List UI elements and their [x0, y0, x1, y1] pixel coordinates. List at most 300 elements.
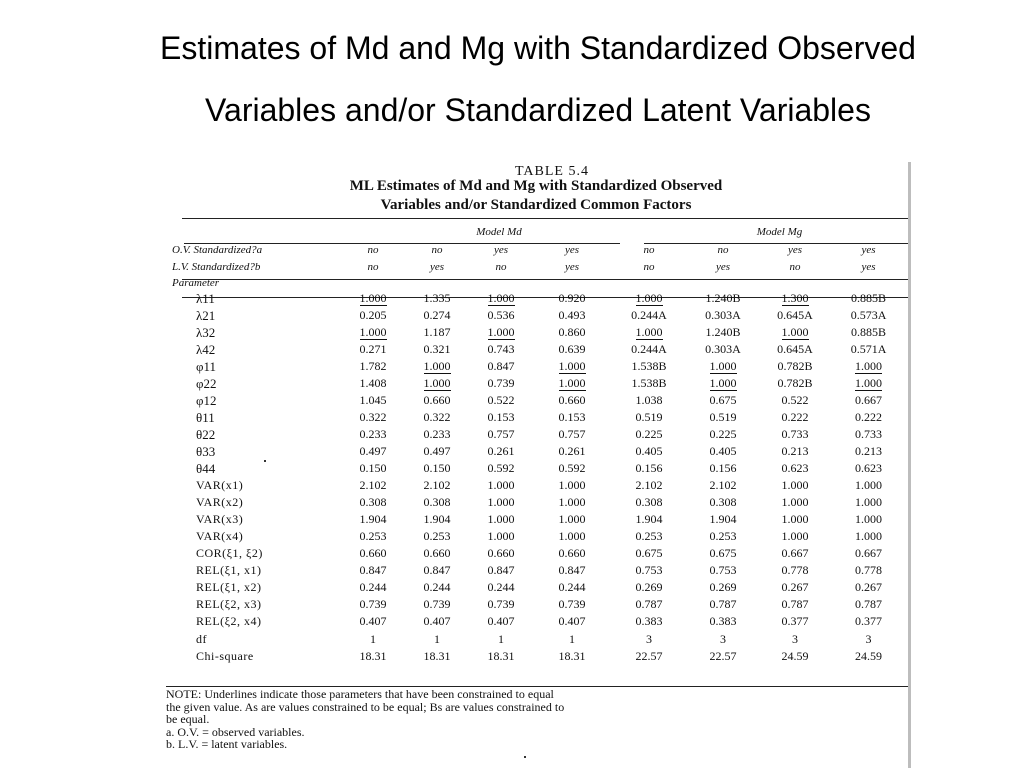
table-cell	[760, 630, 830, 648]
table-row	[172, 613, 907, 630]
parameter-name: φ11	[196, 359, 217, 374]
table-cell	[404, 511, 470, 528]
table-row	[172, 494, 907, 511]
table-cell	[342, 579, 404, 596]
table-cell	[342, 545, 404, 562]
cell-value: 0.847	[558, 563, 586, 577]
cell-value: 1.000	[359, 291, 387, 305]
table-cell: yes	[429, 261, 445, 273]
cell-value: 0.383	[635, 614, 663, 628]
cell-value: 1.000	[781, 529, 809, 543]
table-row	[172, 511, 907, 528]
table-cell	[830, 443, 907, 460]
cell-value: 1.000	[855, 478, 883, 492]
cell-value: 1.187	[423, 325, 451, 339]
table-cell	[342, 613, 404, 630]
cell-value: 1.000	[487, 529, 515, 543]
parameter-name: λ32	[196, 325, 216, 340]
cell-value: 0.407	[487, 614, 515, 628]
cell-value: 1.538B	[631, 359, 667, 373]
table-cell: no	[643, 261, 655, 273]
cell-value: 0.782B	[777, 359, 813, 373]
cell-value: 1.904	[423, 512, 451, 526]
table-cell	[470, 648, 532, 665]
cell-value: 1.000	[558, 512, 586, 526]
cell-value: 0.885B	[851, 325, 887, 339]
cell-value: 0.522	[781, 393, 809, 407]
table-cell	[830, 290, 907, 307]
table-cell: yes	[564, 244, 580, 256]
table-row	[172, 409, 907, 426]
table-cell	[686, 460, 760, 477]
table-cell	[830, 562, 907, 579]
table-row	[172, 596, 907, 613]
cell-value: 0.787	[855, 597, 883, 611]
table-cell	[830, 358, 907, 375]
table-cell	[404, 528, 470, 545]
table-cell	[342, 324, 404, 341]
cell-value: 1.904	[359, 512, 387, 526]
cell-value: 1.000	[487, 478, 515, 492]
cell-value: 0.519	[635, 410, 663, 424]
cell-value: 1.000	[487, 291, 515, 305]
cell-value: 0.274	[423, 308, 451, 322]
table-cell	[612, 324, 686, 341]
table-cell	[612, 290, 686, 307]
table-cell	[760, 596, 830, 613]
table-cell	[470, 341, 532, 358]
parameter-name: df	[196, 631, 207, 646]
cell-value: 0.271	[359, 342, 387, 356]
cell-value: 0.733	[781, 427, 809, 441]
cell-value: 0.377	[781, 614, 809, 628]
cell-value: 0.308	[709, 495, 737, 509]
table-cell: yes	[861, 244, 876, 256]
table-cell	[470, 443, 532, 460]
table-cell	[830, 341, 907, 358]
cell-value: 0.787	[781, 597, 809, 611]
table-cell	[686, 290, 760, 307]
table-cell	[760, 324, 830, 341]
cell-value: 0.733	[855, 427, 883, 441]
table-cell	[760, 341, 830, 358]
slide-title-line-2: Variables and/or Standardized Latent Variables	[205, 92, 871, 128]
table-cell	[612, 562, 686, 579]
table-caption-line-1: ML Estimates of Md and Mg with Standardized Observed	[349, 178, 723, 194]
chi-square-row	[172, 648, 907, 665]
table-cell	[830, 528, 907, 545]
cell-value: 0.623	[781, 461, 809, 475]
cell-value: 1.000	[487, 495, 515, 509]
table-cell	[830, 511, 907, 528]
cell-value: 0.407	[558, 614, 586, 628]
note-line: the given value. As are values constrained to be equal; Bs are values constrained to	[166, 699, 565, 714]
table-row	[172, 341, 907, 358]
cell-value: 0.592	[558, 461, 586, 475]
cell-value: 0.739	[487, 376, 515, 390]
table-cell	[470, 477, 532, 494]
scan-speck	[524, 756, 526, 758]
table-cell	[532, 290, 612, 307]
table-cell	[686, 528, 760, 545]
table-cell	[612, 477, 686, 494]
table-cell	[612, 460, 686, 477]
table-cell	[342, 409, 404, 426]
table-cell	[830, 426, 907, 443]
cell-value: 0.253	[423, 529, 451, 543]
cell-value: 22.57	[635, 649, 663, 663]
parameter-name: θ44	[196, 461, 216, 476]
table-row	[172, 562, 907, 579]
cell-value: 0.623	[855, 461, 883, 475]
table-cell	[342, 392, 404, 409]
cell-value: 0.739	[359, 597, 387, 611]
table-cell	[470, 375, 532, 392]
cell-value: 1.000	[635, 291, 663, 305]
cell-value: 0.308	[359, 495, 387, 509]
cell-value: 0.847	[423, 563, 451, 577]
cell-value: 1.000	[558, 359, 586, 373]
table-cell	[830, 613, 907, 630]
parameter-name: REL(ξ1, x2)	[196, 580, 262, 594]
table-cell	[404, 613, 470, 630]
cell-value: 1.300	[781, 291, 809, 305]
cell-value: 0.153	[558, 410, 586, 424]
table-cell	[830, 630, 907, 648]
table-cell: no	[717, 244, 729, 256]
table-cell	[830, 579, 907, 596]
note-rule	[166, 686, 908, 687]
table-caption-line-2: Variables and/or Standardized Common Factors	[380, 197, 692, 213]
cell-value: 1.000	[855, 359, 883, 373]
table-cell	[612, 358, 686, 375]
table-cell	[612, 392, 686, 409]
cell-value: 0.660	[423, 546, 451, 560]
parameter-name: REL(ξ1, x1)	[196, 563, 262, 577]
cell-value: 0.885B	[851, 291, 887, 305]
table-cell	[830, 409, 907, 426]
table-row	[172, 477, 907, 494]
table-cell	[612, 579, 686, 596]
table-cell	[760, 648, 830, 665]
table-cell	[760, 375, 830, 392]
table-cell	[404, 596, 470, 613]
table-cell	[686, 630, 760, 648]
table-cell	[760, 562, 830, 579]
table-cell	[686, 324, 760, 341]
cell-value: 1.000	[423, 376, 451, 390]
table-cell	[760, 613, 830, 630]
table-cell	[760, 579, 830, 596]
cell-value: 0.156	[709, 461, 737, 475]
table-cell	[760, 494, 830, 511]
cell-value: 0.222	[855, 410, 883, 424]
table-cell	[532, 460, 612, 477]
cell-value: 0.156	[635, 461, 663, 475]
table-row	[172, 290, 907, 307]
table-cell	[612, 630, 686, 648]
table-row	[172, 545, 907, 562]
cell-value: 0.407	[359, 614, 387, 628]
cell-value: 0.787	[709, 597, 737, 611]
table-cell	[686, 494, 760, 511]
table-cell: no	[495, 261, 507, 273]
table-cell	[404, 324, 470, 341]
table-cell	[470, 562, 532, 579]
table-cell: yes	[787, 244, 803, 256]
table-cell	[342, 511, 404, 528]
cell-value: 1.904	[709, 512, 737, 526]
table-cell	[830, 545, 907, 562]
cell-value: 2.102	[423, 478, 451, 492]
table-cell	[760, 443, 830, 460]
cell-value: 1.038	[635, 393, 663, 407]
table-cell: no	[367, 261, 379, 273]
table-row	[172, 324, 907, 341]
table-cell	[612, 426, 686, 443]
parameter-name: θ33	[196, 444, 216, 459]
table-cell	[470, 528, 532, 545]
cell-value: 0.308	[635, 495, 663, 509]
cell-value: 0.205	[359, 308, 387, 322]
cell-value: 0.383	[709, 614, 737, 628]
cell-value: 0.753	[635, 563, 663, 577]
cell-value: 24.59	[781, 649, 809, 663]
table-cell	[830, 307, 907, 324]
table-cell	[830, 324, 907, 341]
table-cell	[404, 375, 470, 392]
cell-value: 1.904	[635, 512, 663, 526]
parameter-name: θ22	[196, 427, 216, 442]
table-cell: yes	[493, 244, 509, 256]
cell-value: 0.847	[487, 359, 515, 373]
cell-value: 1.000	[558, 495, 586, 509]
table-cell	[830, 648, 907, 665]
table-cell	[532, 443, 612, 460]
cell-value: 2.102	[359, 478, 387, 492]
table-cell	[686, 409, 760, 426]
table-cell	[532, 511, 612, 528]
parameter-name: REL(ξ2, x3)	[196, 597, 262, 611]
cell-value: 0.261	[558, 444, 586, 458]
table-cell	[760, 409, 830, 426]
table-cell	[686, 477, 760, 494]
cell-value: 0.739	[558, 597, 586, 611]
cell-value: 0.660	[558, 546, 586, 560]
table-cell	[612, 545, 686, 562]
table-cell	[532, 528, 612, 545]
table-cell	[686, 596, 760, 613]
table-cell	[342, 375, 404, 392]
cell-value: 18.31	[487, 649, 515, 663]
table-cell	[760, 358, 830, 375]
table-cell	[612, 443, 686, 460]
cell-value: 0.536	[487, 308, 515, 322]
table-cell	[532, 545, 612, 562]
table-cell	[760, 392, 830, 409]
table-row	[172, 426, 907, 443]
cell-value: 0.405	[635, 444, 663, 458]
parameter-name: λ11	[196, 291, 215, 306]
table-cell	[342, 494, 404, 511]
cell-value: 0.269	[635, 580, 663, 594]
parameter-name: VAR(x1)	[196, 478, 244, 492]
table-cell	[686, 392, 760, 409]
table-cell	[470, 596, 532, 613]
table-cell	[532, 358, 612, 375]
cell-value: 1.000	[558, 478, 586, 492]
parameter-name: λ21	[196, 308, 216, 323]
cell-value: 3	[792, 631, 799, 646]
table-row	[172, 460, 907, 477]
slide-title-line-1: Estimates of Md and Mg with Standardized Observed	[160, 30, 916, 66]
table-cell	[612, 596, 686, 613]
table-cell	[470, 324, 532, 341]
cell-value: 0.322	[359, 410, 387, 424]
table-cell	[830, 375, 907, 392]
table-number: TABLE 5.4	[515, 164, 589, 179]
cell-value: 0.571A	[850, 342, 887, 356]
cell-value: 0.667	[855, 546, 883, 560]
parameter-name: REL(ξ2, x4)	[196, 614, 262, 628]
cell-value: 1.000	[855, 495, 883, 509]
table-row	[172, 579, 907, 596]
cell-value: 0.675	[709, 546, 737, 560]
cell-value: 0.778	[781, 563, 809, 577]
parameter-name: φ12	[196, 393, 217, 408]
cell-value: 0.303A	[705, 342, 741, 356]
table-cell	[612, 648, 686, 665]
cell-value: 0.150	[423, 461, 451, 475]
table-cell	[342, 460, 404, 477]
cell-value: 0.497	[423, 444, 451, 458]
table-cell	[404, 443, 470, 460]
table-cell	[686, 358, 760, 375]
lv-standardized-label: L.V. Standardized?b	[172, 261, 261, 273]
model-mg-header: Model Mg	[756, 225, 803, 238]
table-cell: no	[789, 261, 801, 273]
table-cell	[342, 477, 404, 494]
cell-value: 0.253	[709, 529, 737, 543]
table-cell	[612, 494, 686, 511]
table-cell	[612, 341, 686, 358]
cell-value: 0.269	[709, 580, 737, 594]
cell-value: 22.57	[709, 649, 737, 663]
cell-value: 0.407	[423, 614, 451, 628]
table-cell	[686, 511, 760, 528]
parameter-header-row	[172, 276, 907, 290]
cell-value: 3	[865, 631, 872, 646]
scanned-table-image	[160, 160, 912, 768]
table-cell: no	[431, 244, 443, 256]
cell-value: 0.645A	[777, 308, 813, 322]
cell-value: 1.408	[359, 376, 387, 390]
table-cell	[686, 545, 760, 562]
cell-value: 3	[646, 631, 653, 646]
cell-value: 0.244	[359, 580, 387, 594]
table-cell	[342, 358, 404, 375]
caption-rule	[182, 218, 908, 219]
cell-value: 0.639	[558, 342, 586, 356]
table-cell	[404, 392, 470, 409]
cell-value: 1.000	[487, 325, 515, 339]
table-cell	[404, 426, 470, 443]
table-cell	[342, 290, 404, 307]
table-cell	[532, 307, 612, 324]
table-cell	[404, 579, 470, 596]
cell-value: 0.675	[709, 393, 737, 407]
table-row	[172, 443, 907, 460]
table-cell	[532, 562, 612, 579]
model-md-header: Model Md	[476, 225, 522, 238]
cell-value: 0.303A	[705, 308, 741, 322]
table-cell	[470, 290, 532, 307]
cell-value: 0.920	[558, 291, 586, 305]
table-cell	[532, 648, 612, 665]
cell-value: 1.000	[423, 359, 451, 373]
cell-value: 1.045	[359, 393, 387, 407]
cell-value: 0.645A	[777, 342, 813, 356]
table-row	[172, 528, 907, 545]
table-cell	[532, 409, 612, 426]
ov-standardized-label: O.V. Standardized?a	[172, 244, 263, 256]
cell-value: 0.757	[558, 427, 586, 441]
table-cell: no	[643, 244, 655, 256]
cell-value: 0.660	[558, 393, 586, 407]
parameter-name: VAR(x3)	[196, 512, 244, 526]
cell-value: 0.253	[359, 529, 387, 543]
table-cell	[404, 341, 470, 358]
cell-value: 0.782B	[777, 376, 813, 390]
table-cell	[686, 426, 760, 443]
cell-value: 18.31	[359, 649, 387, 663]
cell-value: 1.000	[709, 359, 737, 373]
table-cell	[830, 477, 907, 494]
table-cell	[760, 545, 830, 562]
cell-value: 0.860	[558, 325, 586, 339]
cell-value: 1.000	[781, 325, 809, 339]
cell-value: 0.308	[423, 495, 451, 509]
cell-value: 0.225	[709, 427, 737, 441]
table-cell	[404, 290, 470, 307]
cell-value: 0.778	[855, 563, 883, 577]
cell-value: 0.405	[709, 444, 737, 458]
table-cell	[404, 358, 470, 375]
table-cell	[470, 307, 532, 324]
table-cell	[532, 494, 612, 511]
cell-value: 0.753	[709, 563, 737, 577]
cell-value: 0.153	[487, 410, 515, 424]
table-cell	[686, 443, 760, 460]
cell-value: 1.000	[558, 529, 586, 543]
cell-value: 1.240B	[705, 291, 741, 305]
table-cell	[532, 341, 612, 358]
cell-value: 1.335	[423, 291, 451, 305]
cell-value: 0.233	[423, 427, 451, 441]
cell-value: 1.000	[558, 376, 586, 390]
cell-value: 0.222	[781, 410, 809, 424]
cell-value: 0.150	[359, 461, 387, 475]
table-cell	[342, 307, 404, 324]
cell-value: 0.267	[855, 580, 883, 594]
cell-value: 2.102	[709, 478, 737, 492]
parameter-name: φ22	[196, 376, 217, 391]
parameter-name: VAR(x2)	[196, 495, 244, 509]
cell-value: 0.519	[709, 410, 737, 424]
cell-value: 1.782	[359, 359, 387, 373]
cell-value: 0.244	[423, 580, 451, 594]
table-cell	[612, 307, 686, 324]
